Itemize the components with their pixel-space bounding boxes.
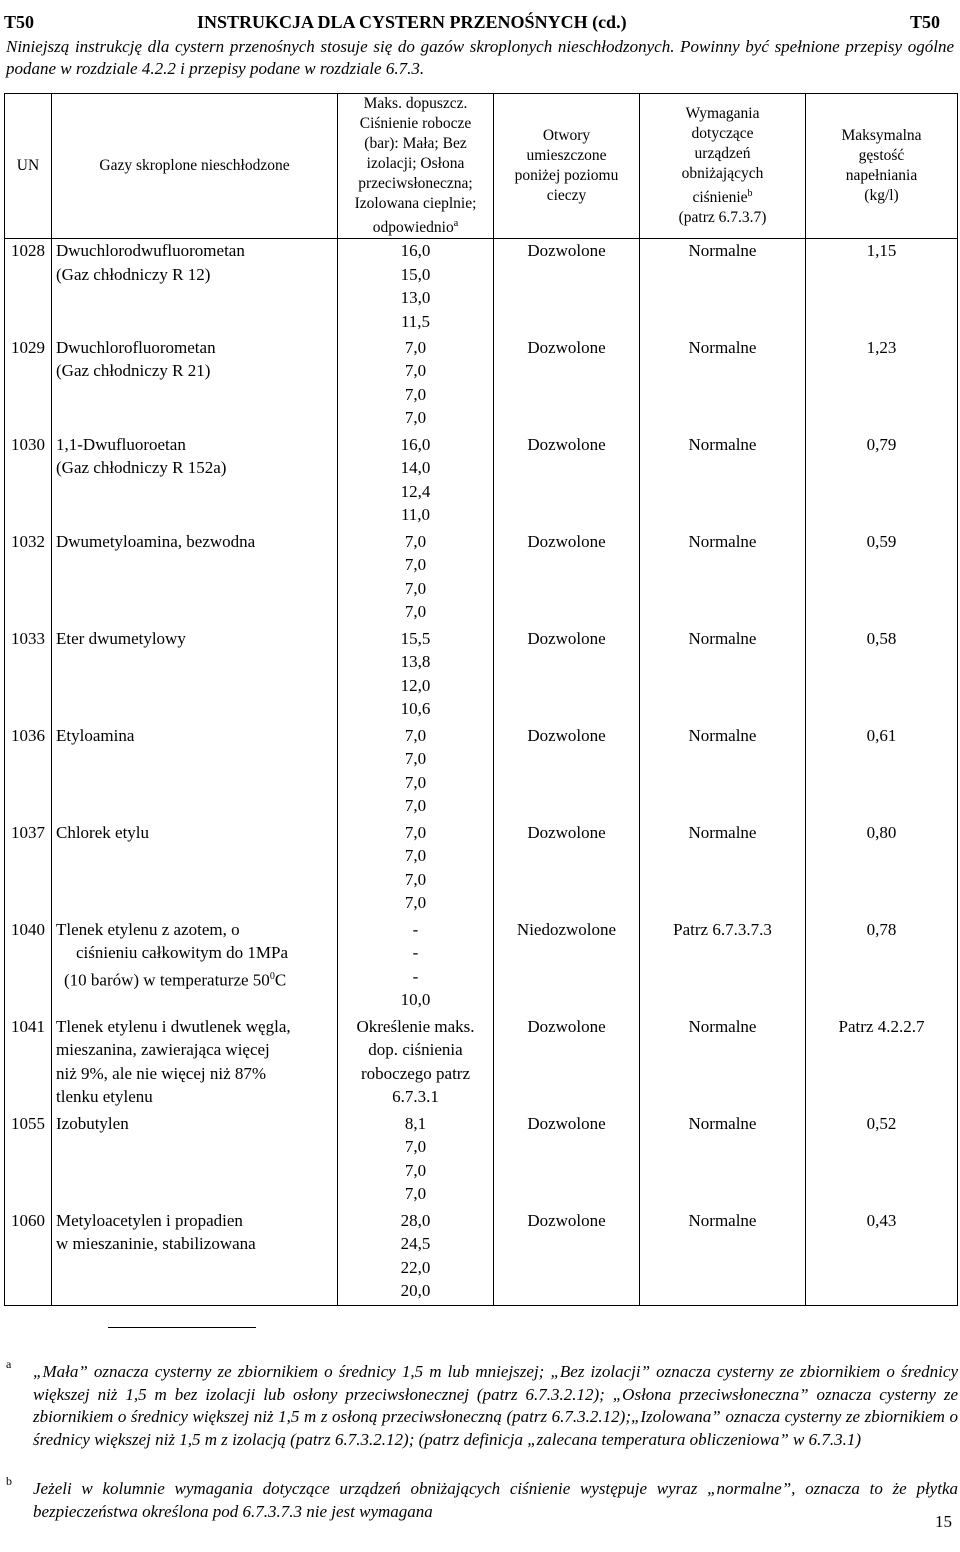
gas-name-line: 1,1-Dwufluoroetan — [56, 434, 186, 454]
relief-cell — [640, 627, 806, 724]
gas-name-cell — [52, 1209, 338, 1306]
header-line: Wymagania — [685, 105, 760, 122]
relief-cell — [640, 1112, 806, 1209]
gas-name-line: Metyloacetylen i propadien — [56, 1210, 243, 1230]
un-number: 1036 — [11, 725, 45, 745]
relief-cell — [640, 821, 806, 918]
pressure-value: 7,0 — [404, 555, 427, 575]
header-line: odpowiednio$^a$ — [372, 218, 459, 237]
pressure-value: 7,0 — [404, 822, 427, 842]
col-header-un: UN — [5, 94, 52, 239]
density-cell — [806, 336, 958, 433]
header-line: izolacji; Osłona — [366, 155, 465, 172]
pressure-value: Określenie maks. — [356, 1016, 475, 1036]
pressure-value: 7,0 — [404, 846, 427, 866]
pressure-value: 7,0 — [404, 602, 427, 622]
openings-value: Dozwolone — [527, 725, 606, 745]
relief-value: Normalne — [688, 241, 757, 261]
pressure-value: 14,0 — [400, 458, 431, 478]
pressure-value: 7,0 — [404, 361, 427, 381]
header-line: Maks. dopuszcz. — [363, 95, 468, 112]
table-row — [5, 1209, 958, 1306]
pressure-value: 7,0 — [404, 725, 427, 745]
gas-name-cell — [52, 821, 338, 918]
gas-name-line: ciśnieniu całkowitym do 1MPa — [76, 943, 289, 963]
gas-name-line: (Gaz chłodniczy R 152a) — [56, 458, 227, 478]
col-header-density — [806, 94, 958, 239]
density-cell — [806, 627, 958, 724]
gas-name-line: (Gaz chłodniczy R 12) — [56, 264, 211, 284]
pressure-cell — [338, 1015, 494, 1112]
pressure-value: 7,0 — [404, 578, 427, 598]
gas-name-line: (10 barów) w temperaturze $50^0C$ — [64, 970, 287, 990]
col-header-pressure — [338, 94, 494, 239]
un-cell — [5, 1209, 52, 1306]
relief-value: Normalne — [688, 725, 757, 745]
un-number: 1029 — [11, 337, 45, 357]
pressure-value: 13,8 — [400, 652, 431, 672]
un-number: 1060 — [11, 1210, 45, 1230]
density-value: 1,23 — [866, 337, 897, 357]
pressure-value: 28,0 — [400, 1210, 431, 1230]
density-cell — [806, 239, 958, 336]
footnote-text: Jeżeli w kolumnie wymagania dotyczące urządzeń obniżających ciśnienie występuje wyraz „normalne”, oznacza to że płytka bezpieczeństwa określona pod 6.7.3.7.3 nie jest wymagana — [33, 1479, 958, 1521]
pressure-value: dop. ciśnienia — [368, 1040, 463, 1060]
un-number: 1037 — [11, 822, 45, 842]
un-cell — [5, 724, 52, 821]
gas-name-line: Etyloamina — [56, 725, 135, 745]
header-line: napełniania — [845, 167, 918, 185]
un-number: 1055 — [11, 1113, 45, 1133]
relief-cell — [640, 336, 806, 433]
header-code-right: T50 — [909, 12, 940, 32]
gas-name-line: Eter dwumetylowy — [56, 628, 186, 648]
openings-cell — [494, 821, 640, 918]
density-value: 0,52 — [866, 1113, 897, 1133]
header-line: (patrz 6.7.3.7) — [678, 209, 767, 227]
pressure-value: 15,5 — [400, 628, 431, 648]
openings-cell — [494, 918, 640, 1015]
header-line: (kg/l) — [864, 187, 899, 205]
table-row — [5, 627, 958, 724]
header-line: umieszczone — [526, 147, 607, 165]
density-cell — [806, 724, 958, 821]
un-cell — [5, 433, 52, 530]
header-line: Maksymalna — [841, 127, 922, 145]
header-line: urządzeń — [694, 145, 751, 162]
density-cell — [806, 1112, 958, 1209]
openings-cell — [494, 724, 640, 821]
gas-name-cell — [52, 627, 338, 724]
pressure-value: 8,1 — [404, 1113, 427, 1133]
pressure-cell — [338, 433, 494, 530]
header-line: Ciśnienie robocze — [359, 115, 472, 132]
un-cell — [5, 239, 52, 336]
gas-name-cell — [52, 239, 338, 336]
openings-cell — [494, 336, 640, 433]
pressure-cell — [338, 336, 494, 433]
density-value: 0,58 — [866, 628, 897, 648]
pressure-value: 7,0 — [404, 893, 427, 913]
header-title: INSTRUKCJA DLA CYSTERN PRZENOŚNYCH (cd.) — [197, 12, 627, 32]
pressure-value: 20,0 — [400, 1281, 431, 1301]
pressure-cell — [338, 627, 494, 724]
pressure-cell — [338, 724, 494, 821]
pressure-value: 12,0 — [400, 675, 431, 695]
pressure-value: 7,0 — [404, 384, 427, 404]
un-number: 1041 — [11, 1016, 45, 1036]
gas-name-line: Tlenek etylenu i dwutlenek węgla, — [56, 1016, 291, 1036]
pressure-value: 13,0 — [400, 288, 431, 308]
table-row — [5, 530, 958, 627]
pressure-value: 10,0 — [400, 990, 431, 1010]
openings-value: Dozwolone — [527, 337, 606, 357]
footnote-ref: b — [747, 188, 753, 199]
header-line: dotyczące — [691, 125, 754, 142]
gas-name-cell — [52, 1112, 338, 1209]
pressure-cell — [338, 918, 494, 1015]
gas-name-line: Chlorek etylu — [56, 822, 150, 842]
density-value: 0,78 — [866, 919, 897, 939]
openings-cell — [494, 1112, 640, 1209]
pressure-value: 12,4 — [400, 481, 431, 501]
pressure-value: 7,0 — [404, 1160, 427, 1180]
table-header-row — [5, 94, 958, 239]
relief-value: Normalne — [688, 1016, 757, 1036]
pressure-value: 16,0 — [400, 434, 431, 454]
openings-cell — [494, 433, 640, 530]
footnote-text: „Mała” oznacza cysterny ze zbiornikiem o średnicy 1,5 m lub mniejszej; „Bez izolacji” oznacza cysterny ze zbiornikiem o średnicy większej niż 1,5 m bez izolacji lub osłony przeciwsłonecznej (patrz 6.7.3.2.12); „Osłona przeciwsłoneczna” oznacza cysterny ze zbiornikiem o średnicy większej niż 1,5 m z osłoną przeciwsłoneczną (patrz 6.7.3.2.12);„Izolowana” oznacza cysterny ze zbiornikiem o średnicy większej niż 1,5 m z izolacją (patrz 6.7.3.2.12); (patrz definicja „zalecana temperatura obliczeniowa” w 6.7.3.1) — [33, 1362, 958, 1449]
density-value: 0,80 — [866, 822, 897, 842]
pressure-value: - — [412, 919, 419, 939]
gas-name-cell — [52, 433, 338, 530]
density-value: 0,43 — [866, 1210, 897, 1230]
un-number: 1040 — [11, 919, 45, 939]
pressure-value: 7,0 — [404, 772, 427, 792]
pressure-value: 7,0 — [404, 1184, 427, 1204]
footnote-mark: a — [6, 1357, 12, 1371]
table-row — [5, 821, 958, 918]
header-line: przeciwsłoneczna; — [358, 175, 473, 192]
page-number: 15 — [935, 1512, 952, 1531]
gas-name-line: Dwuchlorofluorometan — [56, 337, 216, 357]
pressure-value: 7,0 — [404, 337, 427, 357]
density-value: 1,15 — [866, 241, 897, 261]
gas-table — [4, 93, 958, 1306]
relief-value: Normalne — [688, 1210, 757, 1230]
openings-value: Dozwolone — [527, 531, 606, 551]
gas-name-cell — [52, 724, 338, 821]
pressure-value: 22,0 — [400, 1257, 431, 1277]
degree-sup: 0 — [269, 970, 275, 982]
relief-cell — [640, 239, 806, 336]
relief-cell — [640, 1209, 806, 1306]
header-code-left: T50 — [4, 12, 35, 32]
density-cell — [806, 433, 958, 530]
pressure-value: 7,0 — [404, 796, 427, 816]
table-row — [5, 239, 958, 336]
pressure-value: 7,0 — [404, 531, 427, 551]
gas-name-line: mieszanina, zawierająca więcej — [56, 1040, 270, 1060]
footnote-b — [6, 1474, 958, 1523]
openings-cell — [494, 239, 640, 336]
table-row — [5, 918, 958, 1015]
pressure-value: - — [412, 943, 419, 963]
relief-value: Normalne — [688, 628, 757, 648]
un-number: 1032 — [11, 531, 45, 551]
gas-name-line: Izobutylen — [56, 1113, 129, 1133]
relief-cell — [640, 1015, 806, 1112]
header-line: Izolowana cieplnie; — [354, 195, 477, 212]
density-cell — [806, 1015, 958, 1112]
pressure-value: 11,0 — [400, 505, 431, 525]
footnote-ref: a — [453, 218, 459, 229]
relief-value: Normalne — [688, 531, 757, 551]
gas-name-line: tlenku etylenu — [56, 1087, 153, 1107]
table-row — [5, 1112, 958, 1209]
header-line: (bar): Mała; Bez — [364, 135, 467, 152]
density-cell — [806, 821, 958, 918]
pressure-cell — [338, 821, 494, 918]
relief-value: Normalne — [688, 337, 757, 357]
page-header — [4, 10, 940, 34]
density-cell — [806, 1209, 958, 1306]
pressure-value: 7,0 — [404, 869, 427, 889]
gas-name-cell — [52, 918, 338, 1015]
openings-cell — [494, 1209, 640, 1306]
openings-cell — [494, 530, 640, 627]
openings-value: Dozwolone — [527, 1016, 606, 1036]
gas-name-line: (Gaz chłodniczy R 21) — [56, 361, 211, 381]
footnote-a — [6, 1357, 958, 1451]
gas-name-cell — [52, 336, 338, 433]
col-header-requirements — [640, 94, 806, 239]
openings-value: Dozwolone — [527, 434, 606, 454]
header-line: ciśnienie$^b$ — [692, 188, 753, 207]
relief-value: Patrz 6.7.3.7.3 — [673, 919, 772, 939]
header-line: gęstość — [858, 147, 905, 165]
un-number: 1028 — [11, 241, 45, 261]
header-line: cieczy — [546, 187, 587, 205]
un-number: 1030 — [11, 434, 45, 454]
un-cell — [5, 627, 52, 724]
gas-name-line: Dwuchlorodwufluorometan — [56, 241, 245, 261]
relief-value: Normalne — [688, 1113, 757, 1133]
pressure-value: 7,0 — [404, 1137, 427, 1157]
openings-value: Dozwolone — [527, 1113, 606, 1133]
un-cell — [5, 336, 52, 433]
pressure-cell — [338, 1112, 494, 1209]
pressure-value: 10,6 — [400, 699, 431, 719]
relief-cell — [640, 433, 806, 530]
openings-value: Dozwolone — [527, 628, 606, 648]
gas-name-line: Dwumetyloamina, bezwodna — [56, 531, 256, 551]
openings-cell — [494, 627, 640, 724]
gas-name-line: w mieszaninie, stabilizowana — [56, 1234, 256, 1254]
un-cell — [5, 530, 52, 627]
header-line: Otwory — [542, 127, 591, 145]
col-header-openings — [494, 94, 640, 239]
un-number: 1033 — [11, 628, 45, 648]
table-row — [5, 336, 958, 433]
gas-name-cell — [52, 530, 338, 627]
table-row — [5, 433, 958, 530]
pressure-value: 6.7.3.1 — [392, 1087, 439, 1107]
openings-value: Dozwolone — [527, 241, 606, 261]
density-value: Patrz 4.2.2.7 — [838, 1016, 925, 1036]
pressure-cell — [338, 1209, 494, 1306]
un-cell — [5, 918, 52, 1015]
pressure-value: 15,0 — [400, 264, 431, 284]
openings-value: Dozwolone — [527, 822, 606, 842]
pressure-cell — [338, 239, 494, 336]
relief-cell — [640, 724, 806, 821]
gas-name-cell — [52, 1015, 338, 1112]
un-cell — [5, 821, 52, 918]
header-line: poniżej poziomu — [514, 167, 619, 185]
un-cell — [5, 1015, 52, 1112]
gas-name-line: niż 9%, ale nie więcej niż 87% — [56, 1063, 267, 1083]
relief-cell — [640, 918, 806, 1015]
density-cell — [806, 918, 958, 1015]
table-row — [5, 724, 958, 821]
pressure-value: 7,0 — [404, 408, 427, 428]
relief-value: Normalne — [688, 822, 757, 842]
density-cell — [806, 530, 958, 627]
col-header-gas: Gazy skroplone nieschłodzone — [52, 94, 338, 239]
openings-cell — [494, 1015, 640, 1112]
density-value: 0,59 — [866, 531, 897, 551]
pressure-value: roboczego patrz — [360, 1063, 471, 1083]
relief-value: Normalne — [688, 434, 757, 454]
header-line: obniżających — [681, 165, 764, 182]
pressure-cell — [338, 530, 494, 627]
openings-value: Dozwolone — [527, 1210, 606, 1230]
openings-value: Niedozwolone — [516, 919, 617, 939]
density-value: 0,79 — [866, 434, 897, 454]
table-row — [5, 1015, 958, 1112]
pressure-value: 16,0 — [400, 241, 431, 261]
pressure-value: 11,5 — [400, 311, 431, 331]
footnote-mark: b — [6, 1474, 12, 1488]
relief-cell — [640, 530, 806, 627]
pressure-value: - — [412, 966, 419, 986]
gas-name-line: Tlenek etylenu z azotem, o — [56, 919, 240, 939]
intro-text: Niniejszą instrukcję dla cystern przenośnych stosuje się do gazów skroplonych nieschłodzonych. Powinny być spełnione przepisy ogólne podane w rozdziale 4.2.2 i przepisy podane w rozdziale 6.7.3. — [6, 37, 954, 78]
un-cell — [5, 1112, 52, 1209]
pressure-value: 7,0 — [404, 749, 427, 769]
pressure-value: 24,5 — [400, 1234, 431, 1254]
footnote-separator — [108, 1327, 256, 1328]
density-value: 0,61 — [866, 725, 897, 745]
